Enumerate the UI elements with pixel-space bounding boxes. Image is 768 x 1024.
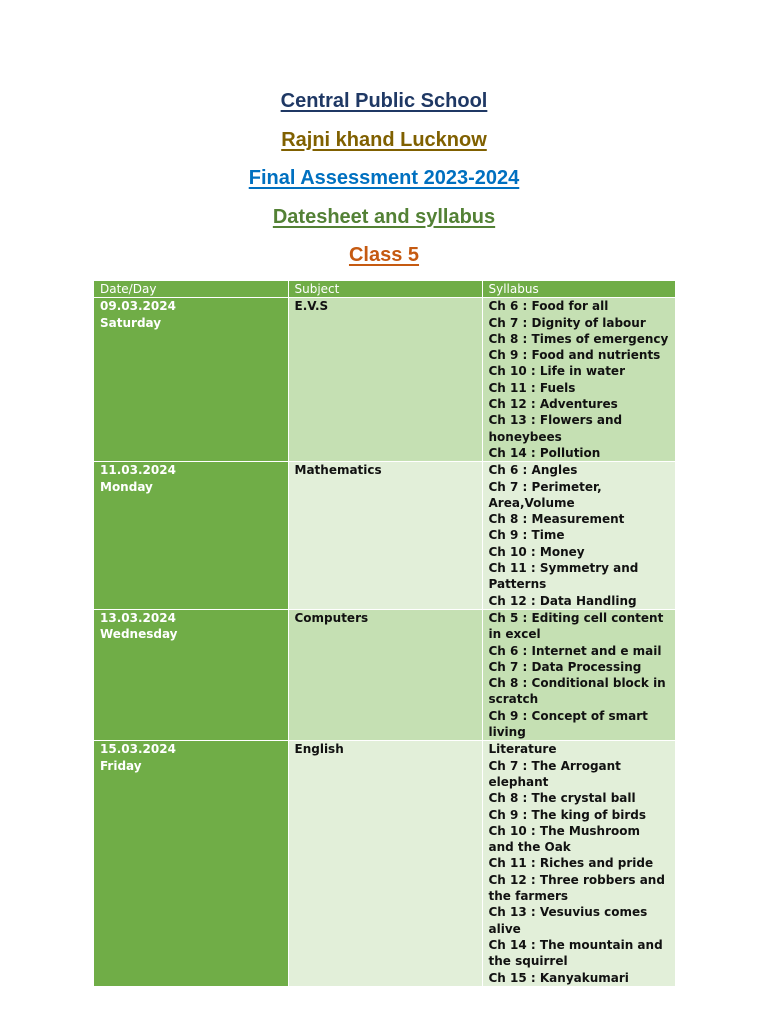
syllabus-item: Ch 6 : Angles — [488, 463, 578, 478]
column-header-date: Date/Day — [94, 281, 288, 298]
syllabus-item: Ch 15 : Kanyakumari — [488, 970, 629, 985]
exam-day: Friday — [100, 758, 142, 773]
subject-cell — [288, 741, 482, 986]
subject-name: E.V.S — [294, 299, 329, 314]
table-row — [94, 741, 675, 986]
syllabus-item: Ch 12 : Adventures — [488, 397, 618, 412]
syllabus-cell — [482, 462, 675, 610]
syllabus-item: Ch 5 : Editing cell content in excel — [488, 610, 664, 642]
syllabus-cell — [482, 298, 675, 462]
syllabus-item: Ch 12 : Three robbers and the farmers — [488, 872, 665, 904]
subject-name: English — [294, 742, 344, 757]
syllabus-item: Ch 8 : Conditional block in scratch — [488, 676, 666, 707]
syllabus-item: Literature — [488, 742, 557, 757]
table-header-row — [94, 281, 675, 298]
syllabus-item: Ch 10 : The Mushroom and the Oak — [488, 823, 641, 855]
date-cell — [94, 462, 288, 610]
syllabus-item: Ch 14 : The mountain and the squirrel — [488, 937, 663, 969]
date-cell — [94, 741, 288, 986]
syllabus-item: Ch 10 : Life in water — [488, 364, 625, 379]
syllabus-item: Ch 7 : The Arrogant elephant — [488, 758, 621, 789]
syllabus-item: Ch 11 : Riches and pride — [488, 856, 654, 871]
school-location: Rajni khand Lucknow — [281, 128, 487, 151]
syllabus-item: Ch 8 : Measurement — [488, 512, 625, 527]
syllabus-item: Ch 13 : Vesuvius comes alive — [488, 905, 648, 936]
table-row — [94, 462, 675, 610]
exam-date: 09.03.2024 — [100, 299, 176, 314]
exam-title: Final Assessment 2023-2024 — [248, 167, 520, 190]
table-row — [94, 298, 675, 462]
exam-day: Wednesday — [100, 627, 178, 642]
subject-cell — [288, 462, 482, 610]
syllabus-item: Ch 7 : Dignity of labour — [488, 315, 646, 330]
document-type: Datesheet and syllabus — [272, 205, 496, 228]
table-row — [94, 609, 675, 740]
syllabus-item: Ch 11 : Fuels — [488, 380, 576, 395]
column-header-syllabus: Syllabus — [482, 281, 675, 298]
date-cell — [94, 298, 288, 462]
school-name: Central Public School — [280, 90, 488, 112]
syllabus-item: Ch 12 : Data Handling — [488, 593, 637, 608]
exam-day: Monday — [100, 479, 153, 494]
subject-cell — [288, 298, 482, 462]
datesheet-table — [94, 281, 676, 987]
subject-cell — [288, 609, 482, 740]
syllabus-item: Ch 9 : Time — [488, 528, 565, 543]
syllabus-item: Ch 7 : Perimeter, Area,Volume — [488, 479, 602, 510]
syllabus-item: Ch 6 : Internet and e mail — [488, 643, 662, 658]
syllabus-item: Ch 11 : Symmetry and Patterns — [488, 561, 639, 592]
syllabus-item: Ch 8 : The crystal ball — [488, 791, 636, 806]
syllabus-item: Ch 6 : Food for all — [488, 299, 609, 314]
class-label: Class 5 — [348, 244, 420, 267]
syllabus-cell — [482, 741, 675, 986]
column-header-subject: Subject — [288, 281, 482, 298]
syllabus-item: Ch 10 : Money — [488, 544, 585, 559]
syllabus-item: Ch 8 : Times of emergency — [488, 331, 669, 346]
date-cell — [94, 609, 288, 740]
document-header — [0, 86, 768, 279]
exam-date: 13.03.2024 — [100, 610, 176, 625]
syllabus-item: Ch 9 : The king of birds — [488, 807, 646, 822]
exam-date: 11.03.2024 — [100, 463, 176, 478]
syllabus-cell — [482, 609, 675, 740]
syllabus-item: Ch 9 : Food and nutrients — [488, 348, 661, 363]
subject-name: Computers — [294, 610, 369, 625]
syllabus-item: Ch 13 : Flowers and honeybees — [488, 413, 623, 444]
syllabus-item: Ch 14 : Pollution — [488, 445, 601, 460]
syllabus-item: Ch 7 : Data Processing — [488, 659, 642, 674]
syllabus-item: Ch 9 : Concept of smart living — [488, 708, 648, 740]
exam-date: 15.03.2024 — [100, 742, 176, 757]
subject-name: Mathematics — [294, 463, 382, 478]
exam-day: Saturday — [100, 315, 162, 330]
